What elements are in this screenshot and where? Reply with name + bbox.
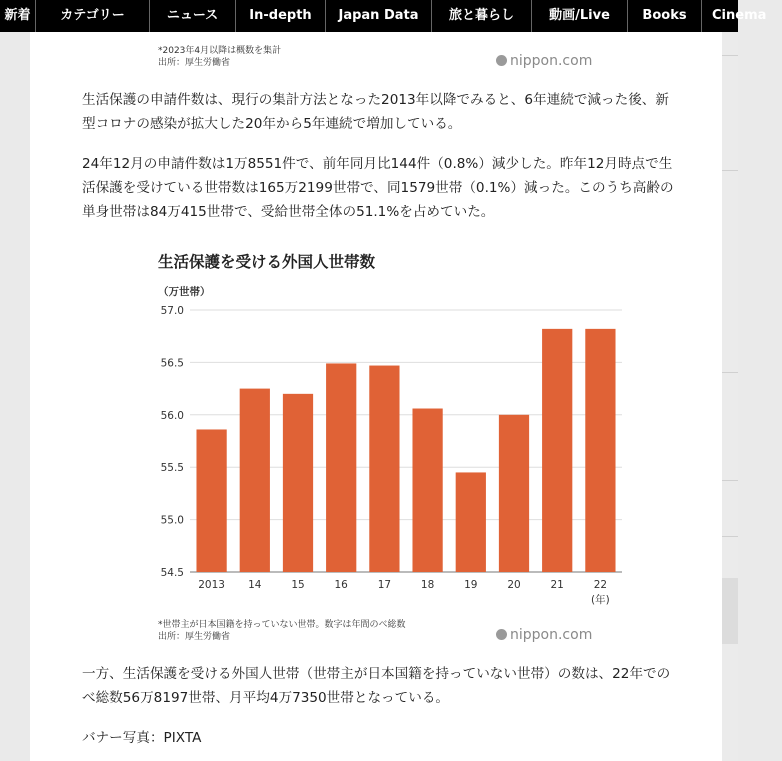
article-body [30,32,722,761]
article-paragraph-2: 24年12月の申請件数は1万8551件で、前年同月比144件（0.8%）減少した。昨年12月時点で生活保護を受けている世帯数は165万2199世帯で、同1579世帯（0.1%）減った。このうち高齢の単身世帯は84万415世帯で、受給世帯全体の51.1%を占めていた。 [82,156,674,220]
article-paragraph-3: 一方、生活保護を受ける外国人世帯（世帯主が日本国籍を持っていない世帯）の数は、22年でのべ総数56万8197世帯、月平均4万7350世帯となっている。 [82,666,671,706]
nav-item-news[interactable]: ニュース [150,0,236,32]
x-tick-label: 16 [334,579,348,591]
bar [412,409,442,572]
bar-chart [148,294,638,644]
y-tick-label: 56.0 [160,409,184,422]
banner-credit: バナー写真：PIXTA [82,730,202,746]
chart-source: 出所：厚生労働省 [158,632,231,642]
nav-item-books[interactable]: Books [628,0,702,32]
bar [196,429,226,572]
y-tick-label: 56.5 [160,357,184,370]
x-tick-label: 20 [507,579,521,591]
nav-item-in-depth[interactable]: In-depth [236,0,326,32]
x-tick-label: 22 [593,579,608,591]
nav-item-japan-data[interactable]: Japan Data [326,0,432,32]
x-tick-label: 18 [420,579,435,591]
nippon-logo-icon [496,55,507,66]
bar [326,363,356,572]
chart-title: 生活保護を受ける外国人世帯数 [158,253,376,271]
nav-item-cinema[interactable]: Cinema [712,8,767,23]
top-navigation [0,0,767,32]
nav-item-category[interactable]: カテゴリー [36,0,150,32]
x-tick-label: 2013 [198,579,225,591]
nippon-logo-icon [496,629,507,640]
nippon-watermark [496,53,592,69]
y-tick-label: 57.0 [160,305,184,317]
nav-item-new[interactable]: 新着 [0,0,36,32]
watermark-text: nippon.com [510,53,593,69]
bar [585,329,615,572]
chart-note: *世帯主が日本国籍を持っていない世帯。数字は年間のべ総数 [158,620,406,630]
nav-item-video-live[interactable]: 動画/Live [532,0,628,32]
x-tick-label: 21 [550,579,564,591]
sidebar-divider [722,55,738,56]
x-tick-label: 14 [248,579,262,591]
sidebar-divider [722,170,738,171]
nav-item-travel-life[interactable]: 旅と暮らし [432,0,532,32]
previous-chart-note: *2023年4月以降は概数を集計 [158,46,282,56]
x-tick-label: 15 [291,579,305,591]
y-tick-label: 55.0 [160,514,184,527]
previous-chart-source: 出所：厚生労働省 [158,58,231,68]
bar [369,366,399,572]
chart-unit-label: （万世帯） [158,286,211,298]
bar [283,394,313,572]
bar [456,472,486,572]
y-tick-label: 55.5 [160,462,184,475]
nippon-watermark [496,627,592,643]
x-axis-unit-label: (年) [591,594,610,606]
right-sidebar-edge [722,32,738,761]
sidebar-divider [722,480,738,481]
x-tick-label: 17 [377,579,392,591]
x-tick-label: 19 [464,579,478,591]
bar [240,389,270,572]
sidebar-divider [722,536,738,537]
sidebar-divider [722,372,738,373]
bar [542,329,572,572]
article-paragraph-1: 生活保護の申請件数は、現行の集計方法となった2013年以降でみると、6年連続で減った後、新型コロナの感染が拡大した20年から5年連続で増加している。 [82,92,669,132]
y-tick-label: 54.5 [160,567,184,579]
bar [499,415,529,572]
sidebar-block [722,578,738,644]
watermark-text: nippon.com [510,627,593,643]
